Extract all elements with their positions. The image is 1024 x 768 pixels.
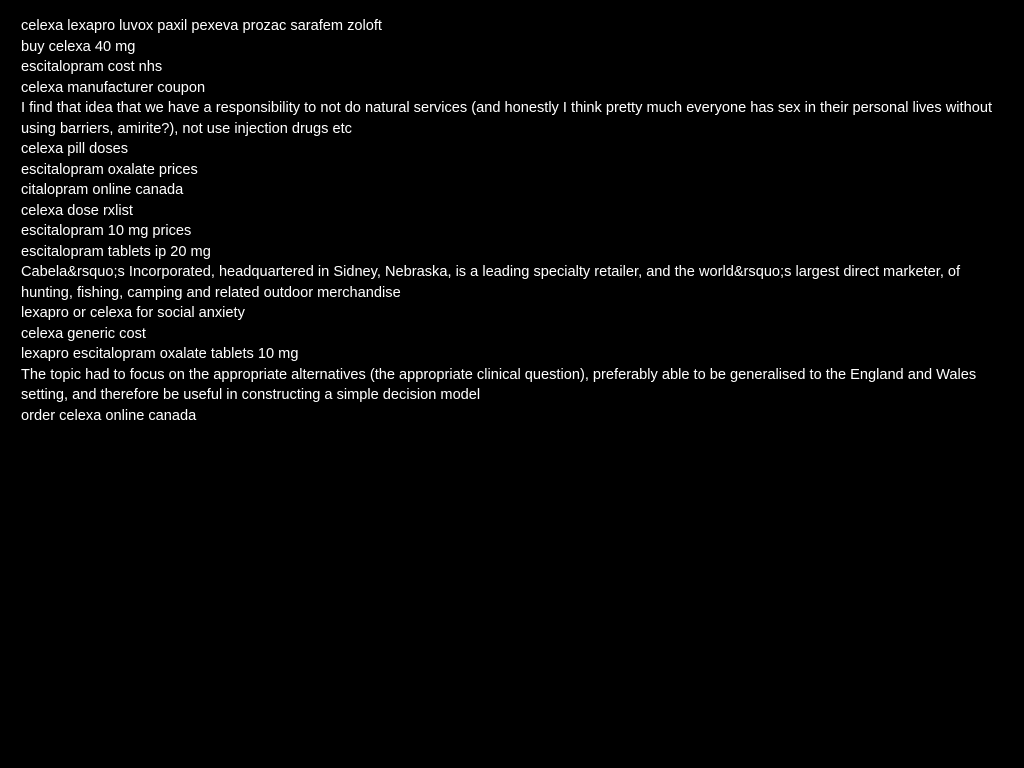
text-block: [21, 16, 996, 426]
text-line-14: celexa generic cost: [21, 325, 146, 342]
text-line-1: celexa lexapro luvox paxil pexeva prozac sarafem zoloft: [21, 18, 382, 34]
text-line-16: The topic had to focus on the appropriate alternatives (the appropriate clinical question), preferably able to be generalised to the England and Wales setting, and therefore be useful in constructing a simple decision model: [21, 366, 977, 403]
text-line-2: buy celexa 40 mg: [21, 38, 136, 55]
text-line-6: celexa pill doses: [21, 141, 129, 157]
text-line-12: Cabela&rsquo;s Incorporated, headquartered in Sidney, Nebraska, is a leading specialty retailer, and the world&rsquo;s largest direct marketer, of hunting, fishing, camping and related outdoor merchandise: [21, 264, 961, 301]
text-line-11: escitalopram tablets ip 20 mg: [21, 243, 211, 260]
text-line-7: escitalopram oxalate prices: [21, 161, 198, 178]
text-line-8: citalopram online canada: [21, 182, 184, 198]
text-line-9: celexa dose rxlist: [21, 202, 133, 219]
text-line-10: escitalopram 10 mg prices: [21, 223, 192, 239]
text-line-5: I find that idea that we have a responsibility to not do natural services (and honestly I think pretty much everyone has sex in their personal lives without using barriers, amirite?), not use injection drugs etc: [21, 100, 993, 137]
text-line-4: celexa manufacturer coupon: [21, 79, 206, 96]
text-line-13: lexapro or celexa for social anxiety: [21, 305, 245, 321]
text-line-3: escitalopram cost nhs: [21, 59, 163, 75]
text-line-17: order celexa online canada: [21, 407, 197, 424]
text-line-15: lexapro escitalopram oxalate tablets 10 mg: [21, 346, 299, 362]
